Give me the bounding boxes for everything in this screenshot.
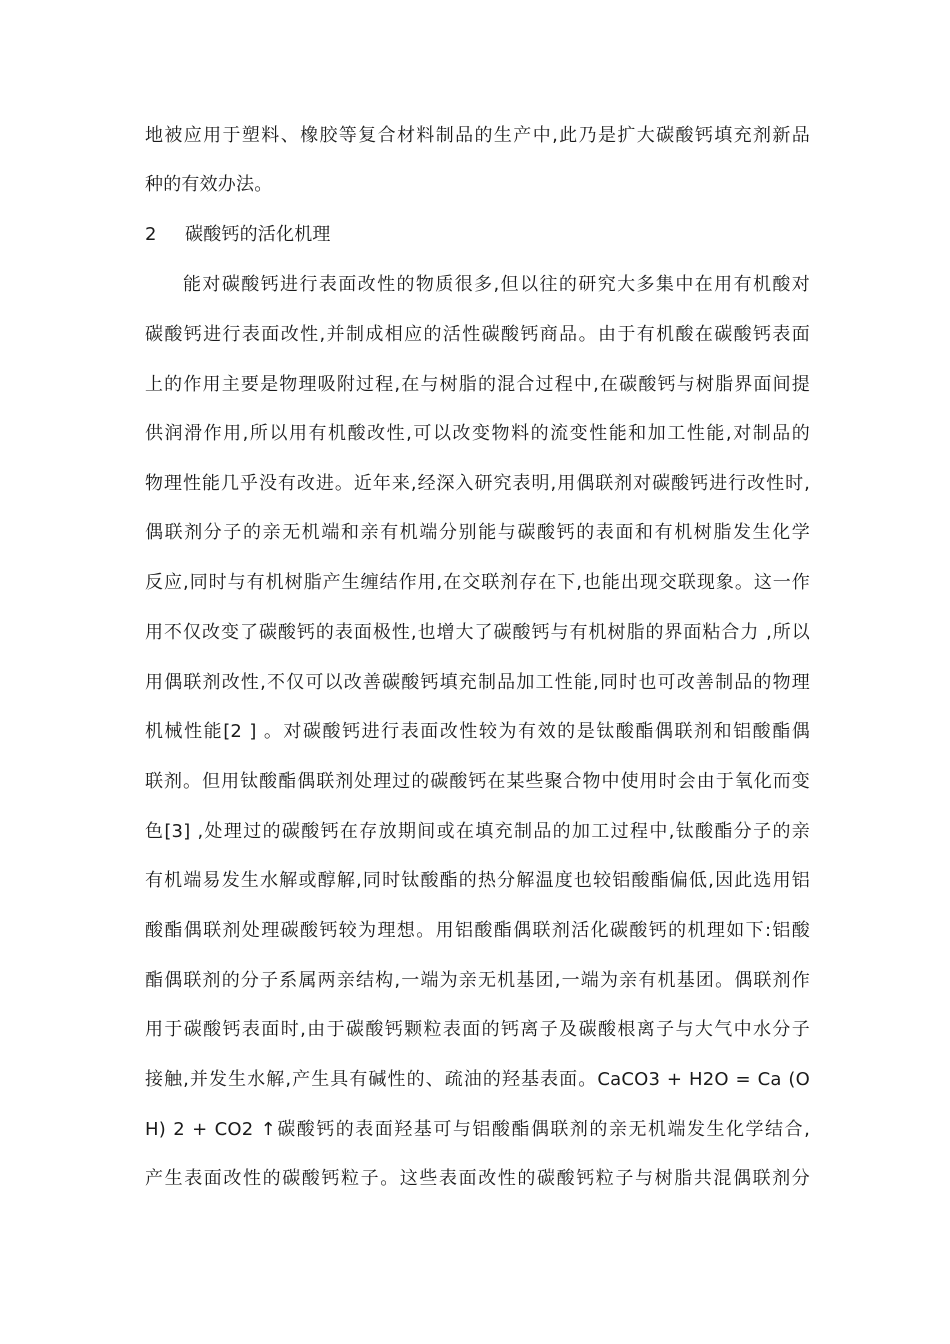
- text-line-3: 能对碳酸钙进行表面改性的物质很多,但以往的研究大多集中在用有机酸对: [183, 274, 810, 295]
- text-line-4: 碳酸钙进行表面改性,并制成相应的活性碳酸钙商品。由于有机酸在碳酸钙表面: [145, 324, 810, 345]
- text-line-1: 地被应用于塑料、橡胶等复合材料制品的生产中,此乃是扩大碳酸钙填充剂新品: [145, 125, 810, 146]
- text-line-10: 用不仅改变了碳酸钙的表面极性,也增大了碳酸钙与有机树脂的界面粘合力 ,所以: [145, 622, 810, 643]
- text-line-17: 酯偶联剂的分子系属两亲结构,一端为亲无机基团,一端为亲有机基团。偶联剂作: [145, 970, 810, 991]
- text-line-5: 上的作用主要是物理吸附过程,在与树脂的混合过程中,在碳酸钙与树脂界面间提: [145, 374, 810, 395]
- section-heading: [145, 220, 545, 250]
- text-line-15: 有机端易发生水解或醇解,同时钛酸酯的热分解温度也较铝酸酯偏低,因此选用铝: [145, 870, 810, 891]
- text-line-11: 用偶联剂改性,不仅可以改善碳酸钙填充制品加工性能,同时也可改善制品的物理: [145, 672, 810, 693]
- text-line-8: 偶联剂分子的亲无机端和亲有机端分别能与碳酸钙的表面和有机树脂发生化学: [145, 522, 810, 543]
- text-line-19: 接触,并发生水解,产生具有碱性的、疏油的羟基表面。CaCO3 + H2O = Ca (O: [145, 1069, 810, 1090]
- section-number: 2: [145, 224, 157, 245]
- text-line-13: 联剂。但用钛酸酯偶联剂处理过的碳酸钙在某些聚合物中使用时会由于氧化而变: [145, 771, 810, 792]
- text-line-2: 种的有效办法。: [145, 174, 273, 195]
- text-line-21: 产生表面改性的碳酸钙粒子。这些表面改性的碳酸钙粒子与树脂共混偶联剂分: [145, 1168, 810, 1189]
- text-line-6: 供润滑作用,所以用有机酸改性,可以改变物料的流变性能和加工性能,对制品的: [145, 423, 810, 444]
- text-line-16: 酸酯偶联剂处理碳酸钙较为理想。用铝酸酯偶联剂活化碳酸钙的机理如下:铝酸: [145, 920, 810, 941]
- text-line-18: 用于碳酸钙表面时,由于碳酸钙颗粒表面的钙离子及碳酸根离子与大气中水分子: [145, 1019, 810, 1040]
- text-line-9: 反应,同时与有机树脂产生缠结作用,在交联剂存在下,也能出现交联现象。这一作: [145, 572, 810, 593]
- text-line-14: 色[3] ,处理过的碳酸钙在存放期间或在填充制品的加工过程中,钛酸酯分子的亲: [145, 821, 810, 842]
- text-line-12: 机械性能[2 ] 。对碳酸钙进行表面改性较为有效的是钛酸酯偶联剂和铝酸酯偶: [145, 721, 810, 742]
- text-line-7: 物理性能几乎没有改进。近年来,经深入研究表明,用偶联剂对碳酸钙进行改性时,: [145, 473, 810, 494]
- text-line-20: H) 2 + CO2 ↑碳酸钙的表面羟基可与铝酸酯偶联剂的亲无机端发生化学结合,: [145, 1119, 810, 1140]
- section-title: 碳酸钙的活化机理: [185, 224, 331, 245]
